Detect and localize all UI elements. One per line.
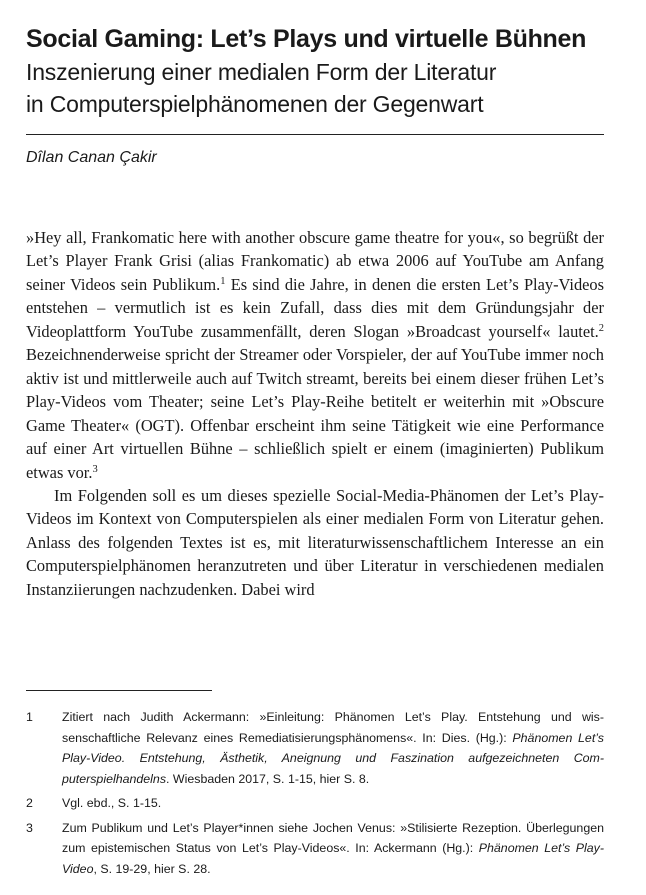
- article-subtitle-line-2: in Computerspielphänomenen der Gegenwart: [26, 91, 484, 117]
- article-body: [26, 226, 604, 601]
- paragraph-1-text-b: Es sind die Jahre, in denen die ersten Let’s Play-Videos entstehen – vermutlich ist es kein Zufall, dass dies mit dem Gründungsjahr der Videoplattform YouTube zusammenfällt, deren Slogan »Broadcast yourself« lautet.: [26, 274, 604, 341]
- paragraph-1-text-a: »Hey all, Frankomatic here with another obscure game theatre for you«, so begrüßt der Let’s Player Frank Grisi (alias Frankomatic) ab etwa 2006 auf YouTube am Anfang seiner Videos sein Publikum.: [26, 228, 604, 294]
- footnote-divider: [26, 690, 212, 691]
- footnote-text: [62, 793, 604, 814]
- footnote-ref-1[interactable]: 1: [220, 276, 226, 288]
- footnote-text-a: Zitiert nach Judith Ackermann: »Einleitung: Phänomen Let’s Play. Entstehung und wissenschaftliche Relevanz eines Remediatisierungsphänomens«. In: Dies. (Hg.):: [62, 710, 604, 745]
- footnote-number: 3: [26, 820, 33, 835]
- footnote-text-a: Zum Publikum und Let’s Player*innen siehe Jochen Venus: »Stilisierte Rezeption. Überlegungen zum epistemischen Status von Let’s Play-Videos«. In: Ackermann (Hg.):: [62, 820, 604, 855]
- footnote-text: [62, 707, 604, 789]
- footnote-1: [26, 707, 604, 789]
- footnote-2: [26, 793, 604, 814]
- footnote-title-italic: Phänomen Let’s Play-Video: [62, 841, 604, 876]
- footnotes: [26, 707, 604, 883]
- footnote-3: [26, 818, 604, 880]
- paragraph-1: [26, 226, 604, 484]
- title-divider: [26, 134, 604, 135]
- footnote-text-a: Vgl. ebd., S. 1-15.: [62, 796, 162, 810]
- footnote-number: 2: [26, 796, 33, 810]
- footnote-text-b: , S. 19-29, hier S. 28.: [93, 861, 211, 876]
- footnote-text: [62, 818, 604, 880]
- article-header: [26, 22, 604, 169]
- footnote-number: 1: [26, 710, 33, 724]
- paragraph-2: Im Folgenden soll es um dieses spezielle Social-Media-Phänomen der Let’s Play-Videos im Kontext von Computerspielen als einer medialen Form von Literatur gehen. Anlass des folgenden Textes ist es, mit literaturwissenschaftlichem Interesse an ein Computerspielphänomen heranzutreten und über Literatur in verschiedenen medialen Instanziierungen nachzudenken. Dabei wird: [26, 485, 604, 599]
- footnote-ref-3[interactable]: 3: [92, 463, 98, 475]
- paragraph-1-text-c: Bezeichnenderweise spricht der Streamer oder Vorspieler, der auf YouTube immer noch aktiv ist und mittlerweile auch auf Twitch streamt, bereits bei einem dieser frühen Let’s Play-Videos vom Theater; seine Let’s Play-Reihe betitelt er weiterhin mit »Obscure Game Theater« (OGT). Offenbar erscheint ihm seine Tätigkeit wie eine Performance auf einer Art virtuellen Bühne – schließlich spielt er einem (imaginierten) Publikum etwas vor.: [26, 345, 604, 482]
- footnote-title-italic: Phänomen Let’s Play-Video. Entstehung, Ästhetik, Aneignung und Faszination aufgezeichneten Computerspielhandelns: [62, 730, 604, 786]
- author-name: Dîlan Canan Çakir: [26, 149, 157, 166]
- article-subtitle-line-1: Inszenierung einer medialen Form der Literatur: [26, 59, 497, 85]
- footnote-text-b: . Wiesbaden 2017, S. 1-15, hier S. 8.: [166, 771, 370, 786]
- article-title: Social Gaming: Let’s Plays und virtuelle Bühnen: [26, 25, 587, 53]
- footnote-ref-2[interactable]: 2: [598, 323, 604, 335]
